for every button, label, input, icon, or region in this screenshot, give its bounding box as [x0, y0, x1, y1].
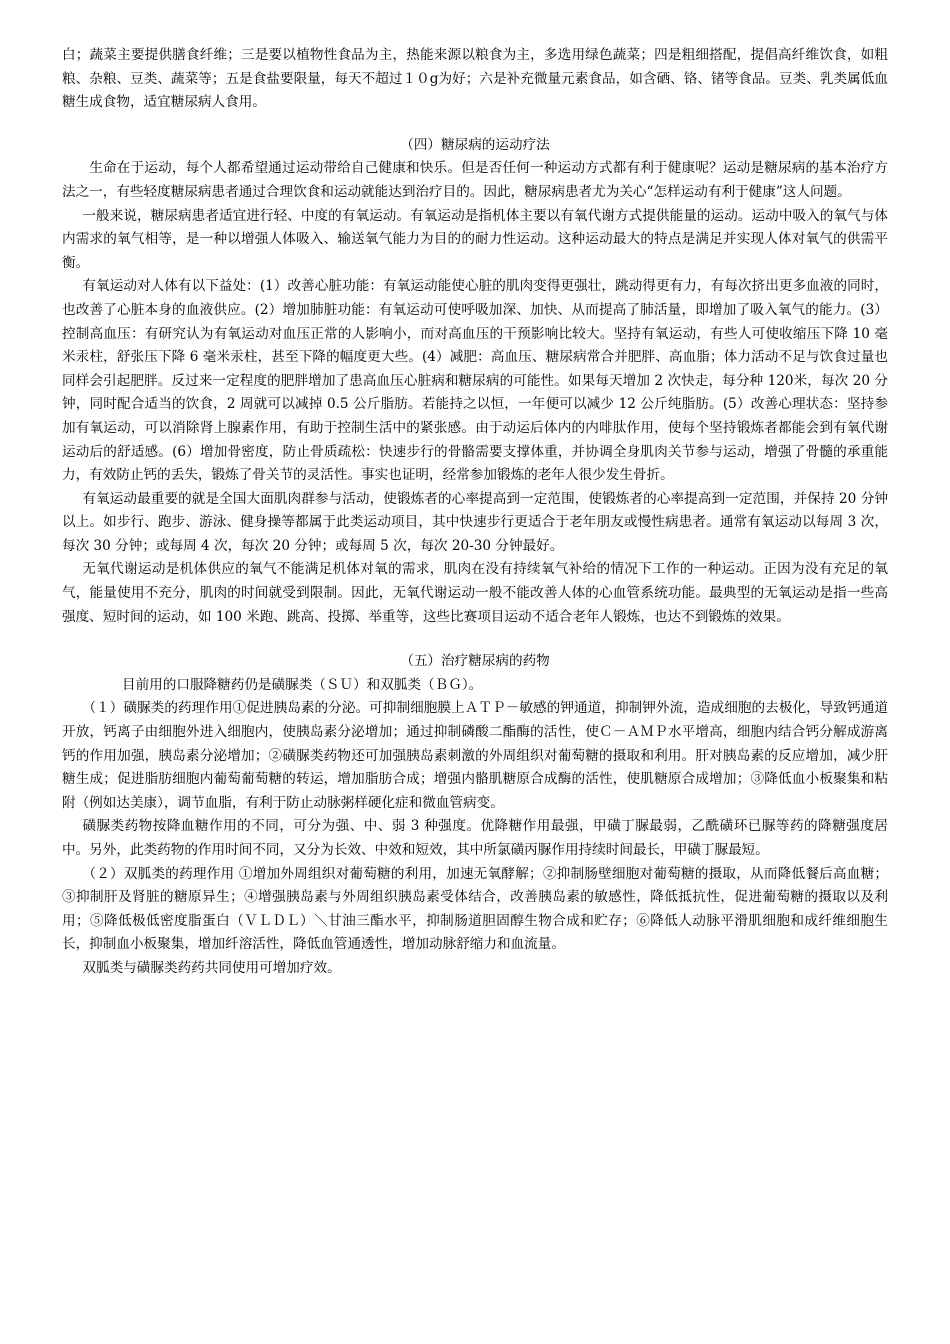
section4-paragraph-5: 无氧代谢运动是机体供应的氧气不能满足机体对氧的需求，肌肉在没有持续氧气补给的情况下工作的一种运动。正因为没有充足的氧气，能量使用不充分，肌肉的时间就受到限制。因此，无氧代谢运动一般不能改善人体的心血管系统功能。最典型的无氧运动是指一些高强度、短时间的运动，如 100 米跑、跳高、投掷、举重等，这些比赛项目运动不适合老年人锻炼，也达不到锻炼的效果。	[62, 561, 888, 625]
document-page	[62, 44, 888, 981]
section5-heading: （五）治疗糖尿病的药物	[400, 653, 550, 670]
section5-lead: 目前用的口服降糖药仍是磺脲类（ＳＵ）和双胍类（ＢＧ）。	[122, 676, 483, 693]
section-gap	[62, 629, 888, 650]
section5-paragraph-4: 双胍类与磺脲类药药共同使用可增加疗效。	[82, 959, 341, 976]
section5-paragraph-3: （２）双胍类的药理作用 ①增加外周组织对葡萄糖的利用，加速无氧酵解；②抑制肠壁细胞对葡萄糖的摄取，从而降低餐后高血糖；③抑制肝及肾脏的糖原异生；④增强胰岛素与外周组织胰岛素受体结合，改善胰岛素的敏感性，降低抵抗性，促进葡萄糖的摄取以及利用；⑤降低极低密度脂蛋白（ＶＬＤＬ）＼甘油三酯水平，抑制肠道胆固醇生物合成和贮存；⑥降低人动脉平滑肌细胞和成纤维细胞生长，抑制血小板聚集，增加纤溶活性，降低血管通透性，增加动脉舒缩力和血流量。	[62, 865, 888, 953]
section-gap	[62, 115, 888, 134]
section4-paragraph-1: 生命在于运动，每个人都希望通过运动带给自己健康和快乐。但是否任何一种运动方式都有利于健康呢？运动是糖尿病的基本治疗方法之一，有些轻度糖尿病患者通过合理饮食和运动就能达到治疗目的。因此，糖尿病患者尤为关心“怎样运动有利于健康”这人问题。	[62, 160, 888, 200]
section4-paragraph-3: 有氧运动对人体有以下益处：(1）改善心脏功能：有氧运动能使心脏的肌肉变得更强壮，跳动得更有力，有每次挤出更多血液的同时，也改善了心脏本身的血液供应。(2）增加肺脏功能：有氧运动可使呼吸加深、加快、从而提高了肺活量，即增加了吸入氧气的能力。(3）控制高血压：有研究认为有氧运动对血压正常的人影响小，而对高血压的干预影响比较大。坚持有氧运动，有些人可使收缩压下降 10 毫米汞柱，舒张压下降 6 毫米汞柱，甚至下降的幅度更大些。(4）减肥：高血压、糖尿病常合并肥胖、高血脂；体力活动不足与饮食过量也同样会引起肥胖。反过来一定程度的肥胖增加了患高血压心脏病和糖尿病的可能性。如果每天增加 2 次快走，每分种 120米，每次 20 分钟，同时配合适当的饮食，2 周就可以减掉 0.5 公斤脂肪。若能持之以恒，一年便可以减少 12 公斤纯脂肪。(5）改善心理状态：坚持参加有氧运动，可以消除肾上腺素作用，有助于控制生活中的紧张感。由于动运后体内的内啡肽作用，使每个坚持锻炼者都能会到有氧代谢运动后的舒适感。(6）增加骨密度，防止骨质疏松：快速步行的骨骼需要支撑体重，并协调全身肌肉关节参与运动，增强了骨髓的承重能力，有效防止钙的丢失，锻炼了骨关节的灵活性。事实也证明，经常参加锻炼的老年人很少发生骨折。	[62, 278, 888, 484]
section5-paragraph-2: 磺脲类药物按降血糖作用的不同，可分为强、中、弱 3 种强度。优降糖作用最强，甲磺丁脲最弱，乙酰磺环已脲等药的降糖强度居中。另外，此类药物的作用时间不同，又分为长效、中效和短效，其中所氯磺丙脲作用持续时间最长，甲磺丁脲最短。	[62, 818, 888, 858]
section5-paragraph-1: （１）磺脲类的药理作用①促进胰岛素的分泌。可抑制细胞膜上ＡＴＰ－敏感的钾通道，抑制钾外流，造成细胞的去极化，导致钙通道开放，钙离子由细胞外进入细胞内，使胰岛素分泌增加；通过抑制磷酸二酯酶的活性，使Ｃ－ＡＭＰ水平增高，细胞内结合钙分解成游离钙的作用加强，胰岛素分泌增加；②磺脲类药物还可加强胰岛素刺激的外周组织对葡萄糖的摄取和利用。肝对胰岛素的反应增加，减少肝糖生成；促进脂肪细胞内葡萄葡萄糖的转运，增加脂肪合成；增强内骼肌糖原合成酶的活性，使肌糖原合成增加；③降低血小板聚集和粘附（例如达美康），调节血脂，有利于防止动脉粥样硬化症和微血管病变。	[62, 700, 888, 811]
intro-paragraph: 白；蔬菜主要提供膳食纤维；三是要以植物性食品为主，热能来源以粮食为主，多选用绿色蔬菜；四是粗细搭配，提倡高纤维饮食，如粗粮、杂粮、豆类、蔬菜等；五是食盐要限量，每天不超过１０g为好；六是补充微量元素食品，如含硒、铬、锗等食品。豆类、乳类属低血糖生成食物，适宜糖尿病人食用。	[62, 47, 888, 111]
section4-heading: （四）糖尿病的运动疗法	[400, 136, 550, 153]
section4-paragraph-4: 有氧运动最重要的就是全国大面肌肉群参与活动，使锻炼者的心率提高到一定范围，使锻炼者的心率提高到一定范围，并保持 20 分钟以上。如步行、跑步、游泳、健身操等都属于此类运动项目，其中快速步行更适合于老年朋友或慢性病患者。通常有氧运动以每周 3 次，每次 30 分钟；或每周 4 次，每次 20 分钟；或每周 5 次，每次 20-30 分钟最好。	[62, 490, 888, 554]
section4-paragraph-2: 一般来说，糖尿病患者适宜进行轻、中度的有氧运动。有氧运动是指机体主要以有氧代谢方式提供能量的运动。运动中吸入的氧气与体内需求的氧气相等，是一种以增强人体吸入、输送氧气能力为目的的耐力性运动。这种运动最大的特点是满足并实现人体对氧气的供需平衡。	[62, 207, 888, 271]
